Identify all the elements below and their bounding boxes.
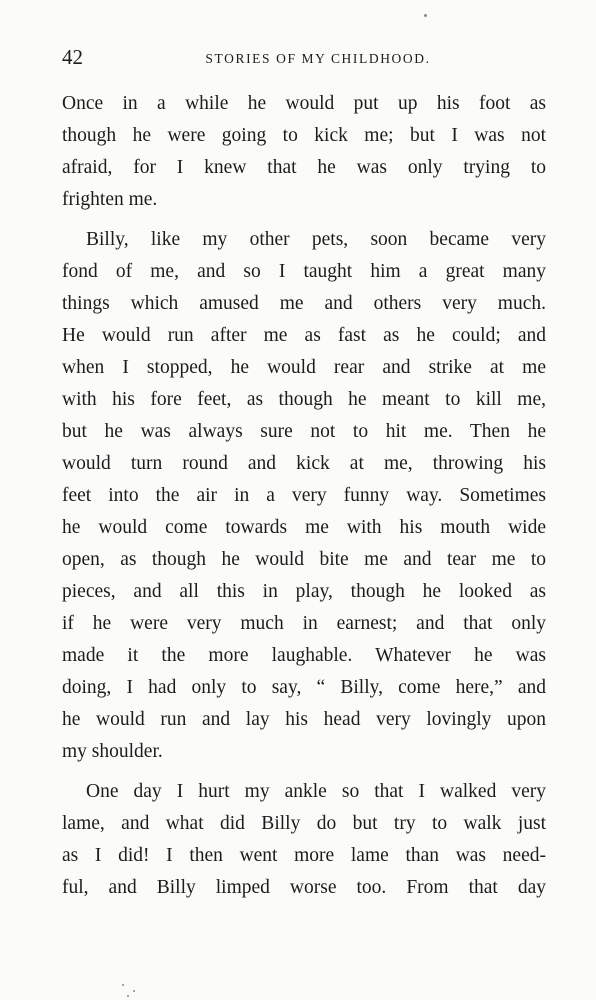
text-line: as I did! I then went more lame than was need- xyxy=(62,845,546,866)
text-line: pieces, and all this in play, though he looked as xyxy=(62,581,546,602)
text-line: made it the more laughable. Whatever he was xyxy=(62,645,546,666)
paragraph-1 xyxy=(62,88,546,216)
text-line: ful, and Billy limped worse too. From that day xyxy=(62,877,546,898)
running-title: STORIES OF MY CHILDHOOD. xyxy=(205,51,431,66)
text-line: when I stopped, he would rear and strike at me xyxy=(62,357,546,378)
body-text xyxy=(62,88,546,904)
text-line: with his fore feet, as though he meant to kill me, xyxy=(62,389,546,410)
text-line: frighten me. xyxy=(62,189,158,210)
text-line: but he was always sure not to hit me. Then he xyxy=(62,421,546,442)
text-line: afraid, for I knew that he was only trying to xyxy=(62,157,546,178)
text-line: my shoulder. xyxy=(62,741,163,762)
text-line: He would run after me as fast as he could; and xyxy=(62,325,546,346)
paragraph-2 xyxy=(62,224,546,768)
running-head xyxy=(62,44,546,70)
text-line: lame, and what did Billy do but try to walk just xyxy=(62,813,546,834)
text-line: things which amused me and others very much. xyxy=(62,293,546,314)
scan-speck xyxy=(127,995,129,997)
text-line: fond of me, and so I taught him a great many xyxy=(62,261,546,282)
text-line: would turn round and kick at me, throwing his xyxy=(62,453,546,474)
scan-speck xyxy=(133,990,135,992)
text-line: he would run and lay his head very lovingly upon xyxy=(62,709,546,730)
scan-speck xyxy=(122,984,124,986)
text-line: he would come towards me with his mouth wide xyxy=(62,517,546,538)
text-line: feet into the air in a very funny way. Sometimes xyxy=(62,485,546,506)
text-line: Once in a while he would put up his foot as xyxy=(62,93,546,114)
page-number: 42 xyxy=(62,45,83,69)
text-line: if he were very much in earnest; and that only xyxy=(62,613,546,634)
text-line: though he were going to kick me; but I was not xyxy=(62,125,546,146)
text-line: One day I hurt my ankle so that I walked very xyxy=(86,781,546,802)
text-line: doing, I had only to say, “ Billy, come here,” and xyxy=(62,677,546,698)
scan-speck xyxy=(424,14,427,17)
paragraph-3 xyxy=(62,776,546,904)
text-line: Billy, like my other pets, soon became very xyxy=(86,229,546,250)
text-line: open, as though he would bite me and tear me to xyxy=(62,549,546,570)
